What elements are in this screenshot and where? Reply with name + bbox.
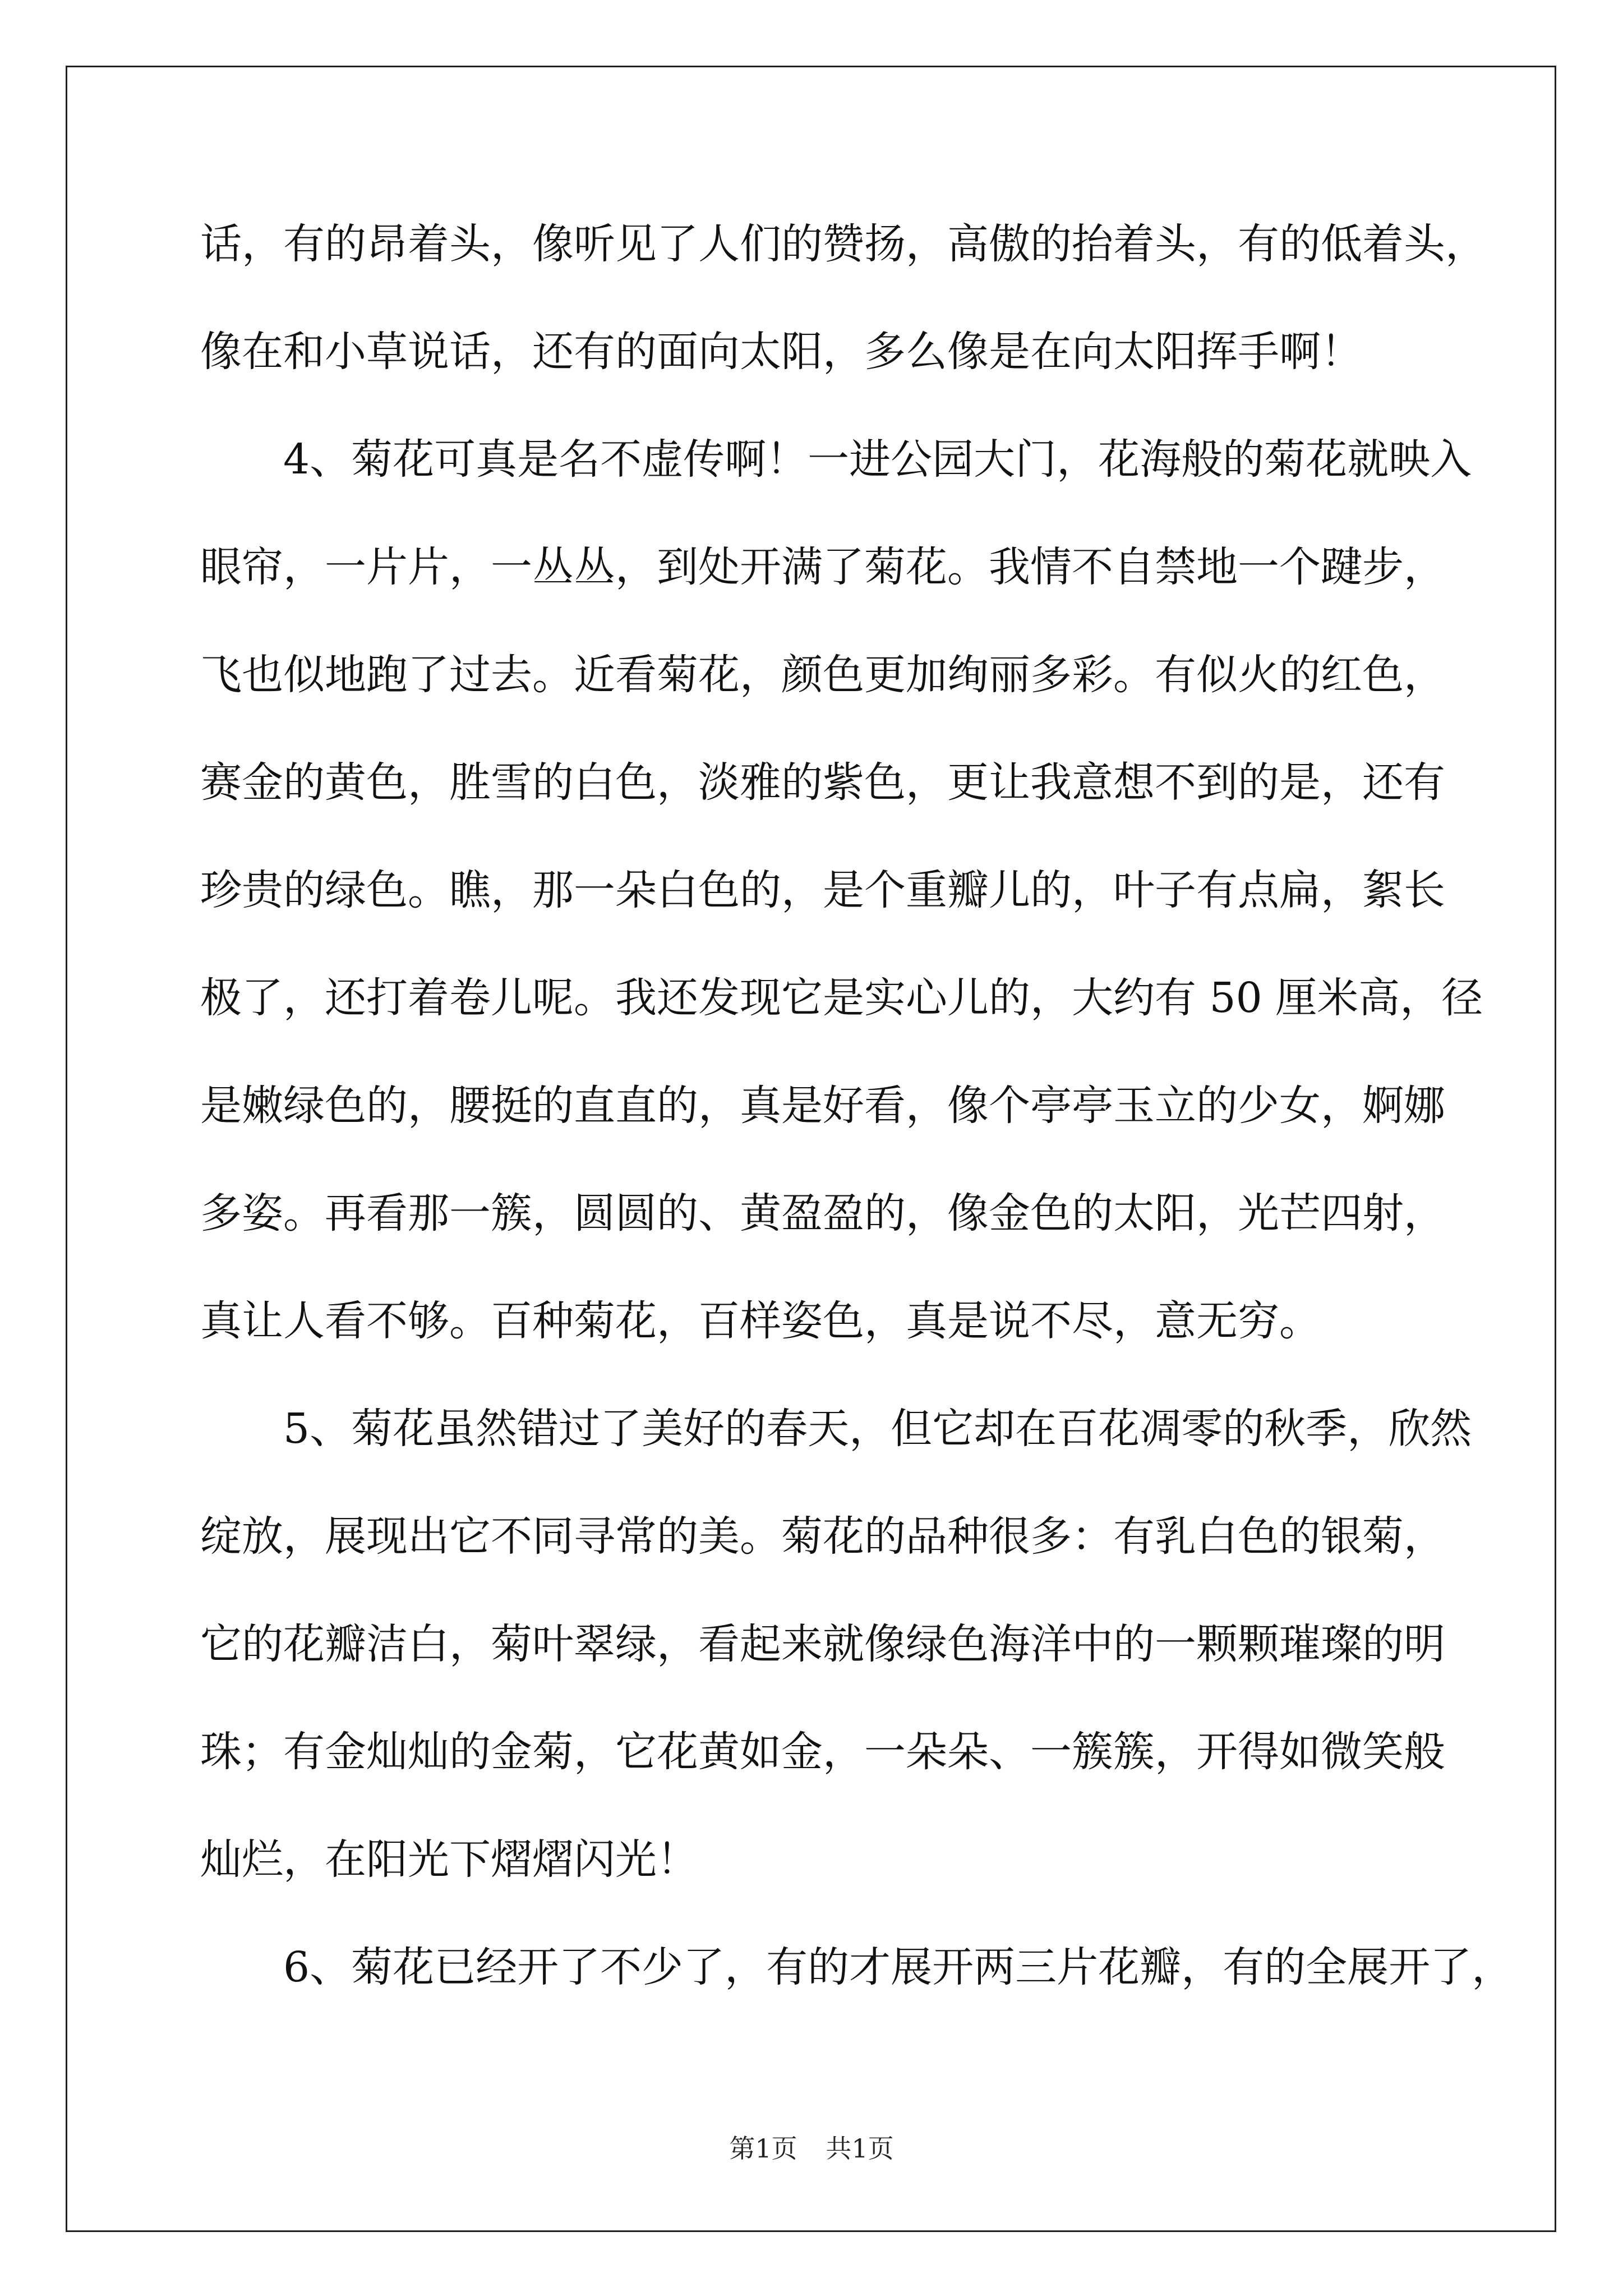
text-line-11: 真让人看不够。百种菊花，百样姿色，真是说不尽，意无穷。	[200, 1297, 1321, 1345]
text-line-9: 是嫩绿色的，腰挺的直直的，真是好看，像个亭亭玉立的少女，婀娜	[200, 1082, 1445, 1130]
text-line-14: 它的花瓣洁白，菊叶翠绿，看起来就像绿色海洋中的一颗颗璀璨的明	[200, 1620, 1445, 1668]
text-line-15: 珠；有金灿灿的金菊，它花黄如金，一朵朵、一簇簇，开得如微笑般	[200, 1728, 1445, 1776]
text-line-1: 话，有的昂着头，像听见了人们的赞扬，高傲的抬着头，有的低着头，	[200, 220, 1487, 268]
page-footer	[0, 2132, 1623, 2165]
paragraph-5-start: 5、菊花虽然错过了美好的春天，但它却在百花凋零的秋季，欣然	[283, 1405, 1472, 1453]
page-total: 共1页	[826, 2133, 894, 2164]
text-line-16: 灿烂，在阳光下熠熠闪光！	[200, 1835, 698, 1884]
text-line-8: 极了，还打着卷儿呢。我还发现它是实心儿的，大约有 50 厘米高，径	[200, 974, 1483, 1022]
text-line-13: 绽放，展现出它不同寻常的美。菊花的品种很多：有乳白色的银菊，	[200, 1512, 1445, 1561]
text-line-5: 飞也似地跑了过去。近看菊花，颜色更加绚丽多彩。有似火的红色，	[200, 651, 1445, 699]
text-line-4: 眼帘，一片片，一丛丛，到处开满了菊花。我情不自禁地一个踺步，	[200, 543, 1445, 591]
document-body	[200, 213, 1514, 2044]
text-line-6: 赛金的黄色，胜雪的白色，淡雅的紫色，更让我意想不到的是，还有	[200, 758, 1445, 807]
paragraph-6-start: 6、菊花已经开了不少了，有的才展开两三片花瓣，有的全展开了，	[283, 1943, 1514, 1991]
page-number: 第1页	[729, 2133, 797, 2164]
text-line-10: 多姿。再看那一簇，圆圆的、黄盈盈的，像金色的太阳，光芒四射，	[200, 1189, 1445, 1237]
paragraph-4-start: 4、菊花可真是名不虚传啊！一进公园大门，花海般的菊花就映入	[283, 435, 1472, 484]
text-line-7: 珍贵的绿色。瞧，那一朵白色的，是个重瓣儿的，叶子有点扁，絮长	[200, 866, 1445, 914]
text-line-2: 像在和小草说话，还有的面向太阳，多么像是在向太阳挥手啊！	[200, 328, 1362, 376]
